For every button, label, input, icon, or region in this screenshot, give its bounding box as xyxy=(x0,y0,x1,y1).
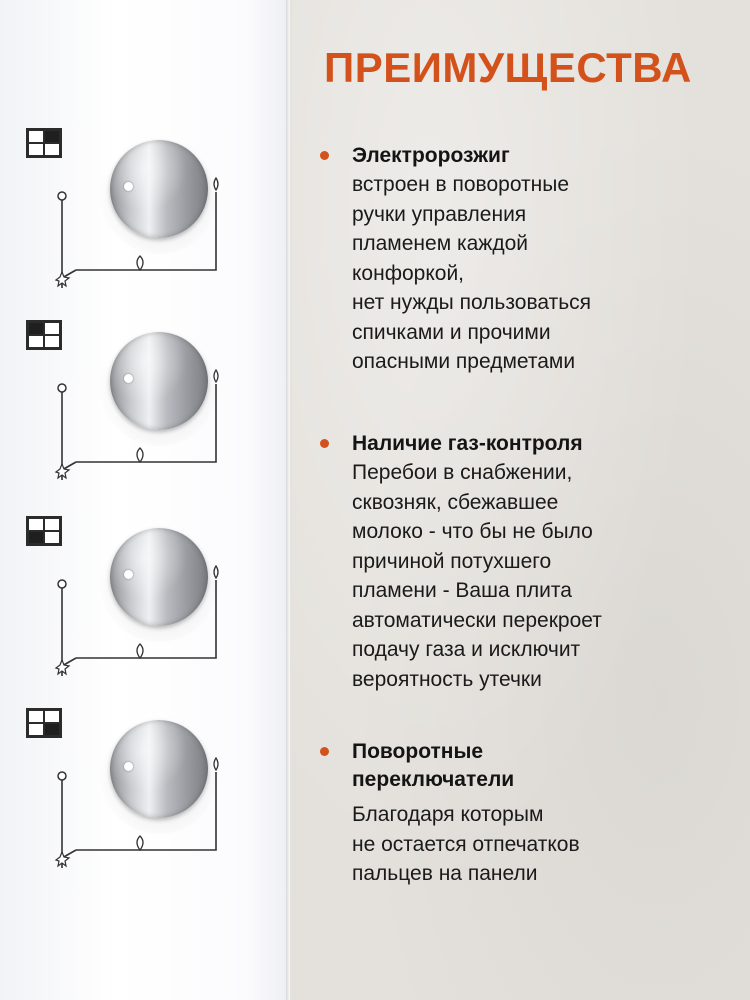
bullet-dot-icon xyxy=(320,439,329,448)
stove-control-panel xyxy=(0,0,290,1000)
knob-indicator-dot xyxy=(124,570,133,579)
knob-indicator-dot xyxy=(124,182,133,191)
bullet-dot-icon xyxy=(320,747,329,756)
knob-unit-3 xyxy=(0,516,290,716)
knob-unit-4 xyxy=(0,708,290,908)
knob-indicator-dot xyxy=(124,374,133,383)
feature-description: встроен в поворотные ручки управления пламенем каждой конфоркой, нет нужды пользоваться спичками и прочими опасными предметами xyxy=(352,173,592,373)
burner-indicator-icon xyxy=(26,320,62,350)
burner-indicator-icon xyxy=(26,708,62,738)
knob-unit-2 xyxy=(0,320,290,520)
feature-item-gas-control xyxy=(320,430,740,694)
burner-knob[interactable] xyxy=(110,140,208,238)
feature-item-ignition xyxy=(320,142,740,377)
burner-knob[interactable] xyxy=(110,332,208,430)
burner-indicator-icon xyxy=(26,516,62,546)
features-section xyxy=(292,0,750,1000)
feature-description: Перебои в снабжении, сквозняк, сбежавшее молоко - что бы не было причиной потухшего пламени - Ваша плита автоматически перекроет подачу газа и исключит вероятность утечки xyxy=(352,461,602,691)
knob-indicator-dot xyxy=(124,762,133,771)
knob-unit-1 xyxy=(0,128,290,328)
burner-indicator-icon xyxy=(26,128,62,158)
burner-knob[interactable] xyxy=(110,720,208,818)
feature-title: Электророзжиг xyxy=(352,144,510,167)
feature-item-rotary-switches xyxy=(320,738,740,889)
feature-title: Наличие газ-контроля xyxy=(352,432,583,455)
feature-title: Поворотные переключатели xyxy=(352,740,515,791)
feature-description: Благодаря которым не остается отпечатков пальцев на панели xyxy=(352,803,580,885)
page-title: ПРЕИМУЩЕСТВА xyxy=(324,44,692,91)
burner-knob[interactable] xyxy=(110,528,208,626)
bullet-dot-icon xyxy=(320,151,329,160)
